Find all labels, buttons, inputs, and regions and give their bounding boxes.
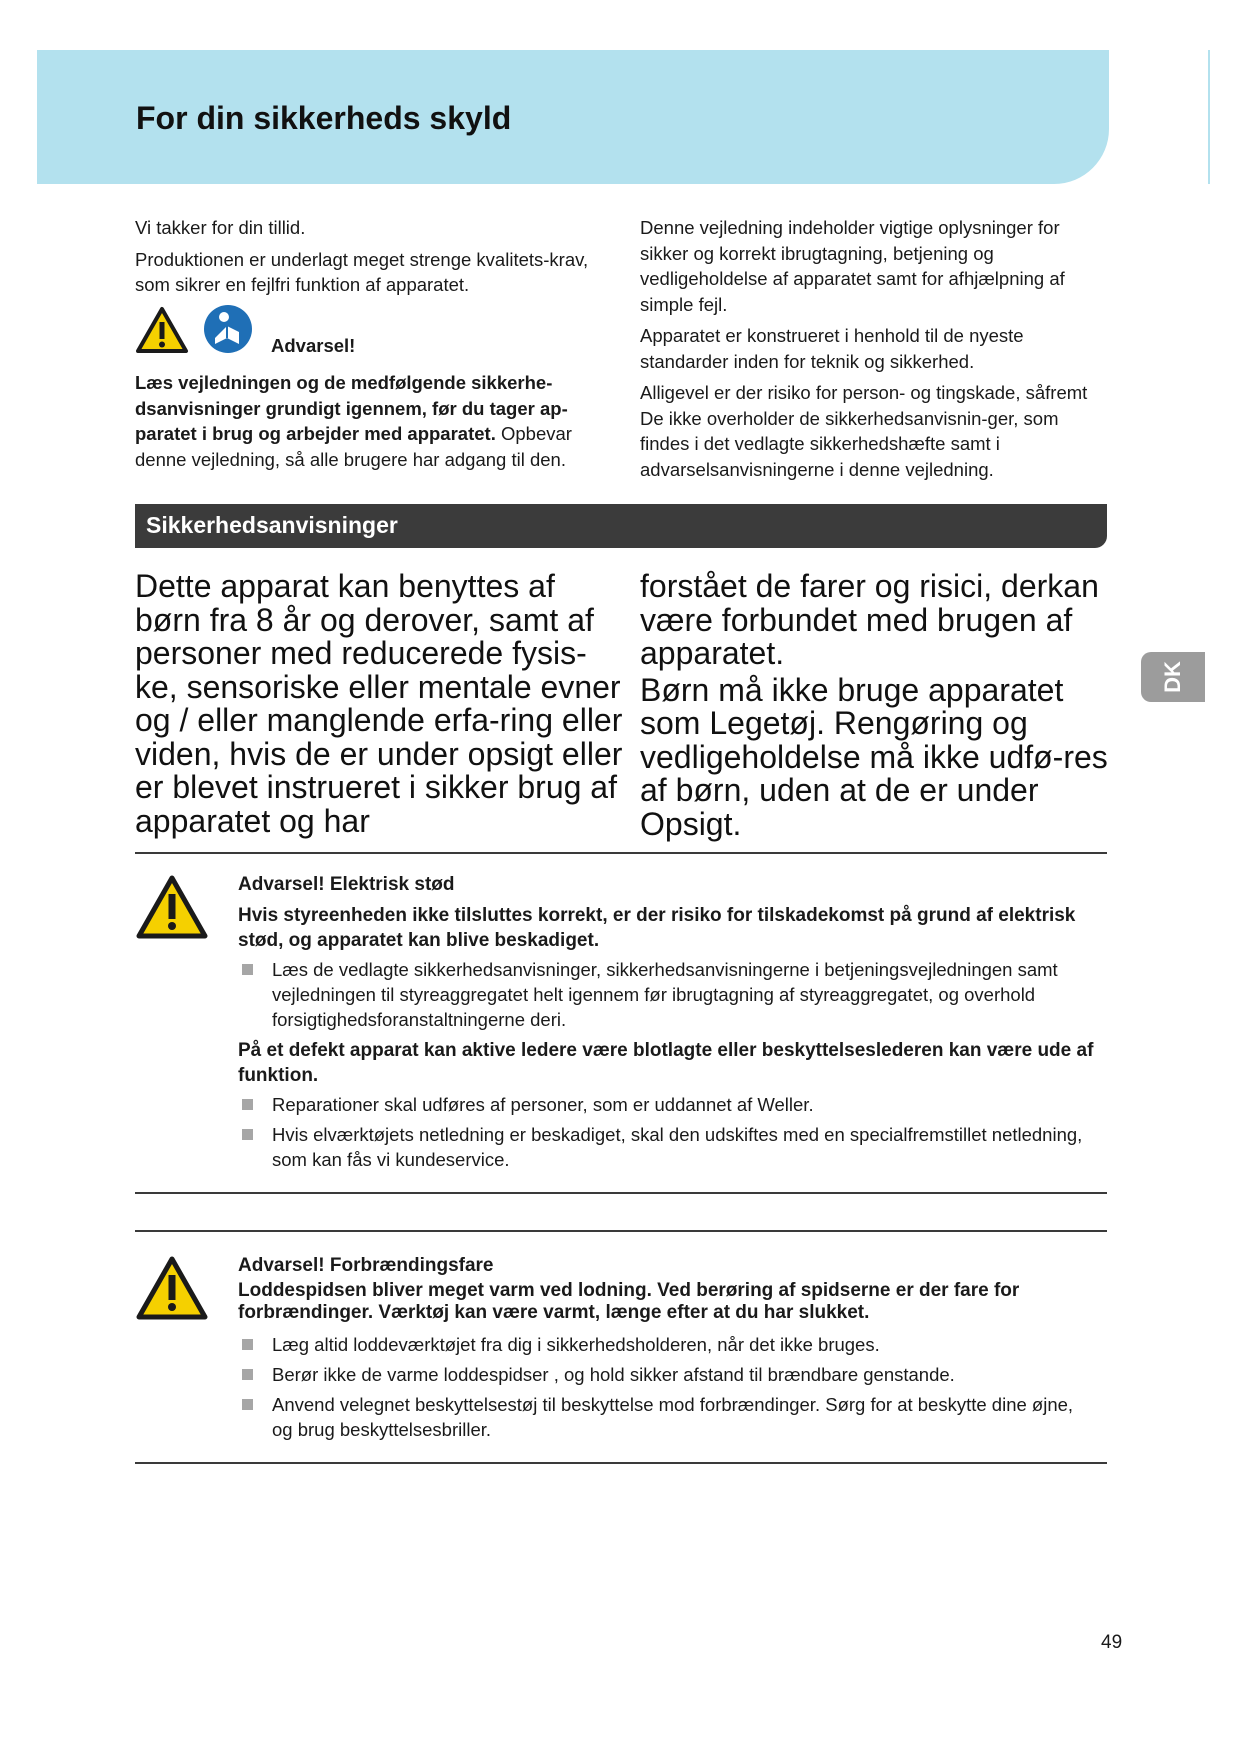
list-item: Læs de vedlagte sikkerhedsanvisninger, sikkerhedsanvisningerne i betjeningsvejledningen samt vejledningen til styreaggregatet helt igennem før ibrugtagning af styreaggregatet, og overhold forsigtighedsforanstaltningerne deri. (238, 957, 1098, 1032)
language-tab-label: DK (1160, 661, 1185, 693)
list-item: Hvis elværktøjets netledning er beskadiget, skal den udskiftes med en specialfremstillet netledning, som kan fås vi kundeservice. (238, 1122, 1098, 1172)
large-paragraph: forstået de farer og risici, derkan være forbundet med brugen af apparatet. (640, 568, 1099, 671)
divider-line (135, 852, 1107, 854)
large-text-left (135, 570, 625, 838)
warning-list (238, 1332, 1098, 1442)
warning-triangle-icon (135, 1255, 209, 1326)
header-banner (37, 50, 1109, 184)
warning-bold-text: På et defekt apparat kan aktive ledere være blotlagte eller beskyttelseslederen kan være ude af funktion. (238, 1040, 1094, 1086)
large-text-right (640, 570, 1110, 841)
page-title: For din sikkerheds skyld (136, 100, 512, 136)
intro-left-column (135, 215, 615, 478)
burn-hazard-warning (135, 1253, 1107, 1453)
section-heading-bar (135, 504, 1107, 548)
large-paragraph: Dette apparat kan benyttes af børn fra 8 år og derover, samt af personer med reducerede fysis-ke, sensoriske eller mentale evner og / eller manglende erfa-ring eller viden, hvis de er under opsigt eller er blevet instrueret i sikker brug af apparatet og har (135, 568, 623, 839)
intro-paragraph: Alligevel er der risiko for person- og tingskade, såfremt De ikke overholder de sikkerhedsanvisnin-ger, som findes i det vedlagte sikkerhedshæfte samt i advarselsanvisningerne i denne vejledning. (640, 382, 1088, 480)
intro-right-column (640, 215, 1110, 488)
warning-list (238, 957, 1098, 1032)
large-paragraph: Børn må ikke bruge apparatet som Legetøj. Rengøring og vedligeholdelse må ikke udfø-res af børn, uden at de er under Opsigt. (640, 671, 1108, 842)
list-item: Læg altid loddeværktøjet fra dig i sikkerhedsholderen, når det ikke bruges. (238, 1332, 1098, 1357)
intro-warning-rest: Opbevar denne vejledning, så alle brugere har adgang til den. (135, 423, 572, 470)
warning-label: Advarsel! (271, 334, 356, 356)
divider-line (135, 1462, 1107, 1464)
intro-warning-bold: Læs vejledningen og de medfølgende sikkerhe-dsanvisninger grundigt igennem, før du tager ap-paratet i brug og arbejder med apparatet. (135, 372, 568, 444)
warning-triangle-icon (135, 306, 189, 361)
warning-icon-row (135, 304, 615, 361)
list-item: Reparationer skal udføres af personer, som er uddannet af Weller. (238, 1092, 1098, 1117)
intro-paragraph: Vi takker for din tillid. (135, 217, 306, 238)
intro-warning-paragraph (135, 370, 615, 472)
read-manual-icon (203, 304, 253, 361)
warning-triangle-icon (135, 874, 209, 945)
page-number: 49 (1101, 1632, 1123, 1653)
language-tab-dk (1141, 652, 1205, 702)
intro-paragraph: Denne vejledning indeholder vigtige oplysninger for sikker og korrekt ibrugtagning, betjening og vedligeholdelse af apparatet samt for afhjælpning af simple fejl. (640, 217, 1065, 315)
warning-heading: Advarsel! Forbrændingsfare (238, 1255, 494, 1276)
intro-paragraph: Apparatet er konstrueret i henhold til de nyeste standarder inden for teknik og sikkerhed. (640, 325, 1024, 372)
list-item: Berør ikke de varme loddespidser , og hold sikker afstand til brændbare genstande. (238, 1362, 1098, 1387)
warning-bold-text: Hvis styreenheden ikke tilsluttes korrekt, er der risiko for tilskadekomst på grund af elektrisk stød, og apparatet kan blive beskadiget. (238, 905, 1076, 951)
page-edge-line (1208, 50, 1210, 184)
warning-heading: Advarsel! Elektrisk stød (238, 874, 455, 895)
intro-paragraph: Produktionen er underlagt meget strenge kvalitets-krav, som sikrer en fejlfri funktion af apparatet. (135, 248, 589, 295)
section-title: Sikkerhedsanvisninger (146, 512, 398, 538)
warning-list (238, 1092, 1098, 1172)
warning-bold-text: Loddespidsen bliver meget varm ved lodning. Ved berøring af spidserne er der fare for forbrændinger. Værktøj kan være varmt, længe efter at du har slukket. (238, 1280, 1020, 1323)
electric-shock-warning (135, 872, 1107, 1182)
divider-line (135, 1192, 1107, 1194)
list-item: Anvend velegnet beskyttelsestøj til beskyttelse mod forbrændinger. Sørg for at beskytte dine øjne, og brug beskyttelsesbriller. (238, 1392, 1098, 1442)
divider-line (135, 1230, 1107, 1232)
